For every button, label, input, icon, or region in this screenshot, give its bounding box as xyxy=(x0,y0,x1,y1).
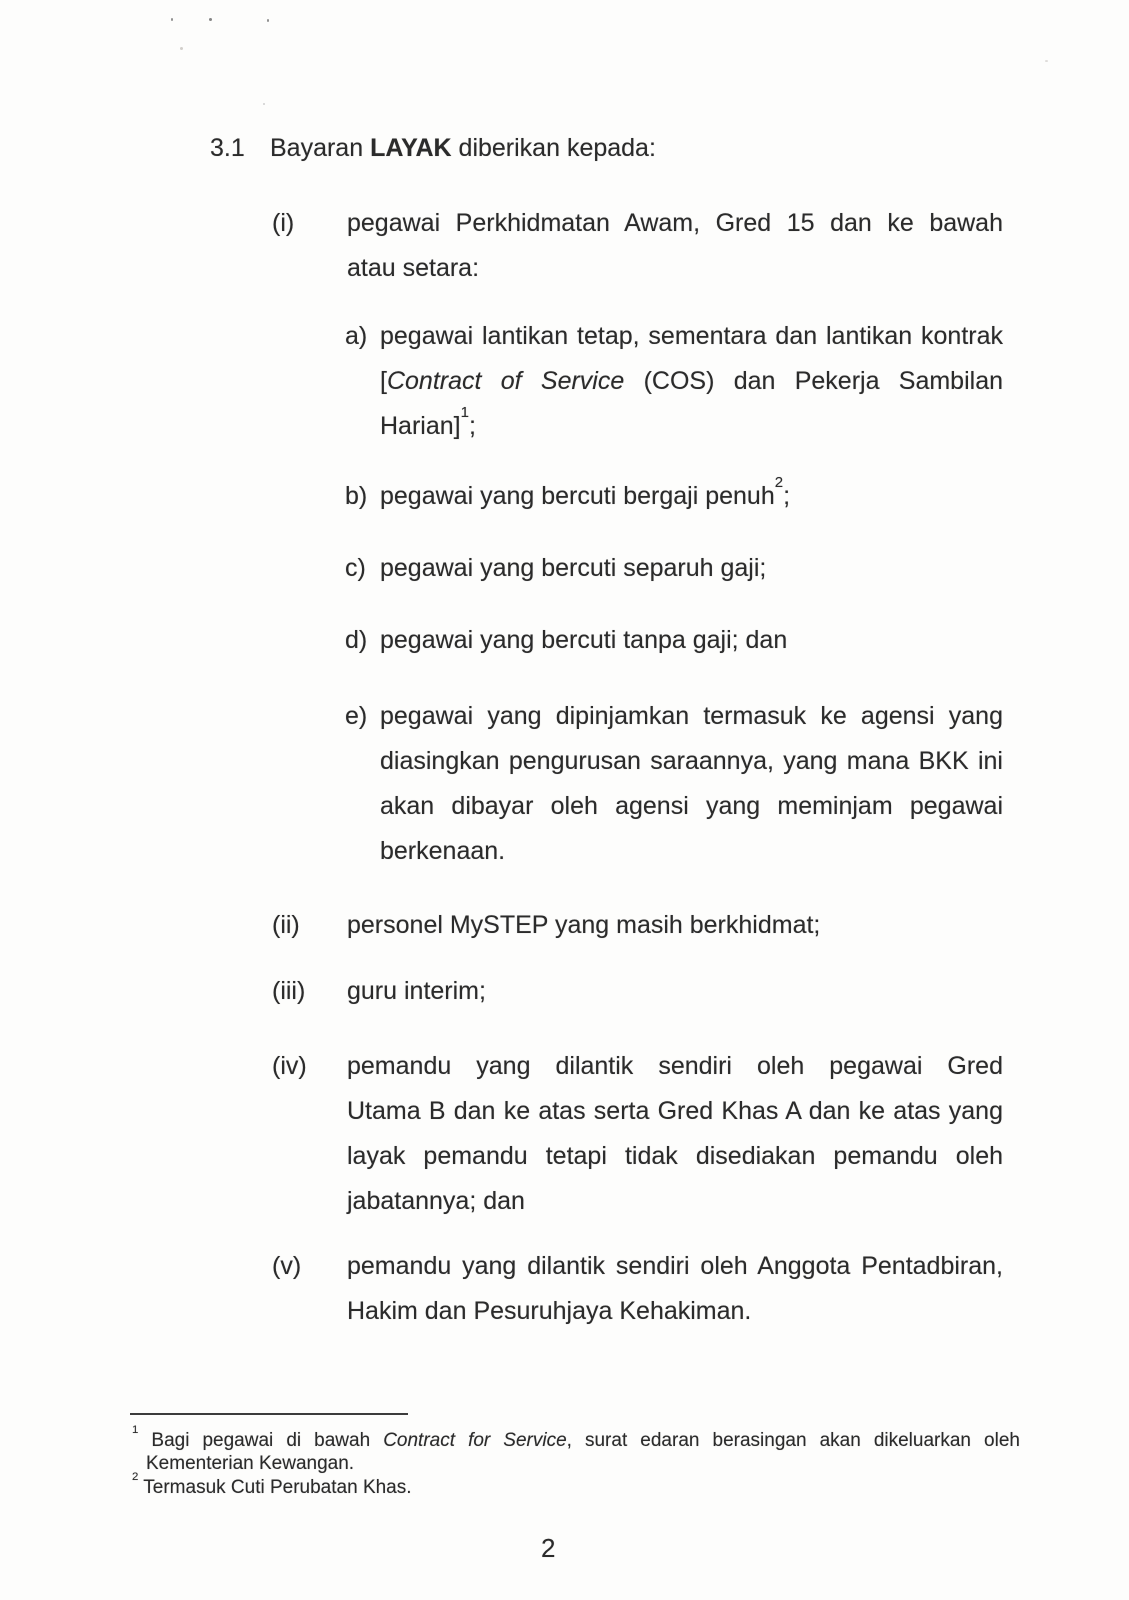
text-line: pegawai Perkhidmatan Awam, Gred 15 dan ke bawah xyxy=(347,209,1003,237)
scan-speckle xyxy=(171,18,173,21)
subitem-b-text xyxy=(380,474,1003,519)
subitem-a-text xyxy=(380,314,1003,449)
subitem-c-label: c) xyxy=(345,554,366,582)
section-heading-text: Bayaran LAYAK diberikan kepada: xyxy=(270,134,656,162)
item-i-text xyxy=(347,201,1003,291)
subitem-e-label: e) xyxy=(345,702,368,730)
footnote-marker-2: 2 xyxy=(774,474,784,492)
footnote-marker-1: 1 xyxy=(460,404,469,422)
scan-speckle xyxy=(209,18,212,21)
footnote-divider xyxy=(130,1413,408,1415)
footnote-1 xyxy=(132,1424,1020,1475)
item-v-text xyxy=(347,1244,1003,1334)
item-i-label: (i) xyxy=(272,209,295,237)
footnote-line: $^1$ Bagi pegawai di bawah Contract for Service, surat edaran berasingan akan dikeluarkan oleh xyxy=(132,1424,1020,1451)
text-line: pegawai yang bercuti tanpa gaji; dan xyxy=(380,626,788,654)
scan-speckle xyxy=(1045,60,1048,62)
item-iii-text xyxy=(347,969,1003,1014)
subitem-d-text xyxy=(380,618,1003,663)
item-ii-label: (ii) xyxy=(272,911,300,939)
footnote-line: Kementerian Kewangan. xyxy=(146,1453,355,1474)
text-line: guru interim; xyxy=(347,977,486,1005)
page-number: 2 xyxy=(541,1533,556,1563)
italic-phrase: Contract for Service xyxy=(383,1430,567,1451)
text-line: diasingkan pengurusan saraannya, yang mana BKK ini xyxy=(380,747,1003,775)
item-iii-label: (iii) xyxy=(272,977,306,1005)
footnote-line: $^2$ Termasuk Cuti Perubatan Khas. xyxy=(132,1471,412,1498)
text-line: atau setara: xyxy=(347,254,480,282)
text-line: pemandu yang dilantik sendiri oleh pegawai Gred xyxy=(347,1052,1003,1080)
text-line: Hakim dan Pesuruhjaya Kehakiman. xyxy=(347,1297,752,1325)
text-line: pegawai lantikan tetap, sementara dan lantikan kontrak xyxy=(380,322,1003,350)
subitem-c-text xyxy=(380,546,1003,591)
subitem-d-label: d) xyxy=(345,626,368,654)
footnote-2-marker: 2 xyxy=(132,1471,139,1484)
text-line: layak pemandu tetapi tidak disediakan pemandu oleh xyxy=(347,1142,1003,1170)
section-heading xyxy=(210,126,656,171)
footnote-2 xyxy=(132,1471,1020,1499)
subitem-b-label: b) xyxy=(345,482,368,510)
text-line: pemandu yang dilantik sendiri oleh Anggota Pentadbiran, xyxy=(347,1252,1003,1280)
text-line: akan dibayar oleh agensi yang meminjam pegawai xyxy=(380,792,1003,820)
heading-bold-word: LAYAK xyxy=(370,134,452,162)
text-line: personel MySTEP yang masih berkhidmat; xyxy=(347,911,821,939)
text-line: pegawai yang dipinjamkan termasuk ke agensi yang xyxy=(380,702,1003,730)
italic-phrase: Contract of Service xyxy=(386,367,625,395)
subitem-a-label: a) xyxy=(345,322,368,350)
scan-speckle xyxy=(180,47,183,50)
text-line: jabatannya; dan xyxy=(347,1187,525,1215)
item-v-label: (v) xyxy=(272,1252,302,1280)
item-iv-label: (iv) xyxy=(272,1052,307,1080)
text-line: pegawai yang bercuti separuh gaji; xyxy=(380,554,767,582)
text-line: berkenaan. xyxy=(380,837,506,865)
scan-speckle xyxy=(263,103,265,105)
section-number: 3.1 xyxy=(210,134,245,162)
item-iv-text xyxy=(347,1044,1003,1224)
scan-speckle xyxy=(267,19,269,22)
footnote-1-marker: 1 xyxy=(132,1424,139,1437)
subitem-e-text xyxy=(380,694,1003,874)
text-line: Utama B dan ke atas serta Gred Khas A dan ke atas yang xyxy=(347,1097,1003,1125)
text-line: Harian]$^1$; xyxy=(380,404,476,440)
text-line: [Contract of Service (COS) dan Pekerja Sambilan xyxy=(380,367,1004,395)
text-line: pegawai yang bercuti bergaji penuh$^2$; xyxy=(380,474,791,510)
item-ii-text xyxy=(347,903,1003,948)
